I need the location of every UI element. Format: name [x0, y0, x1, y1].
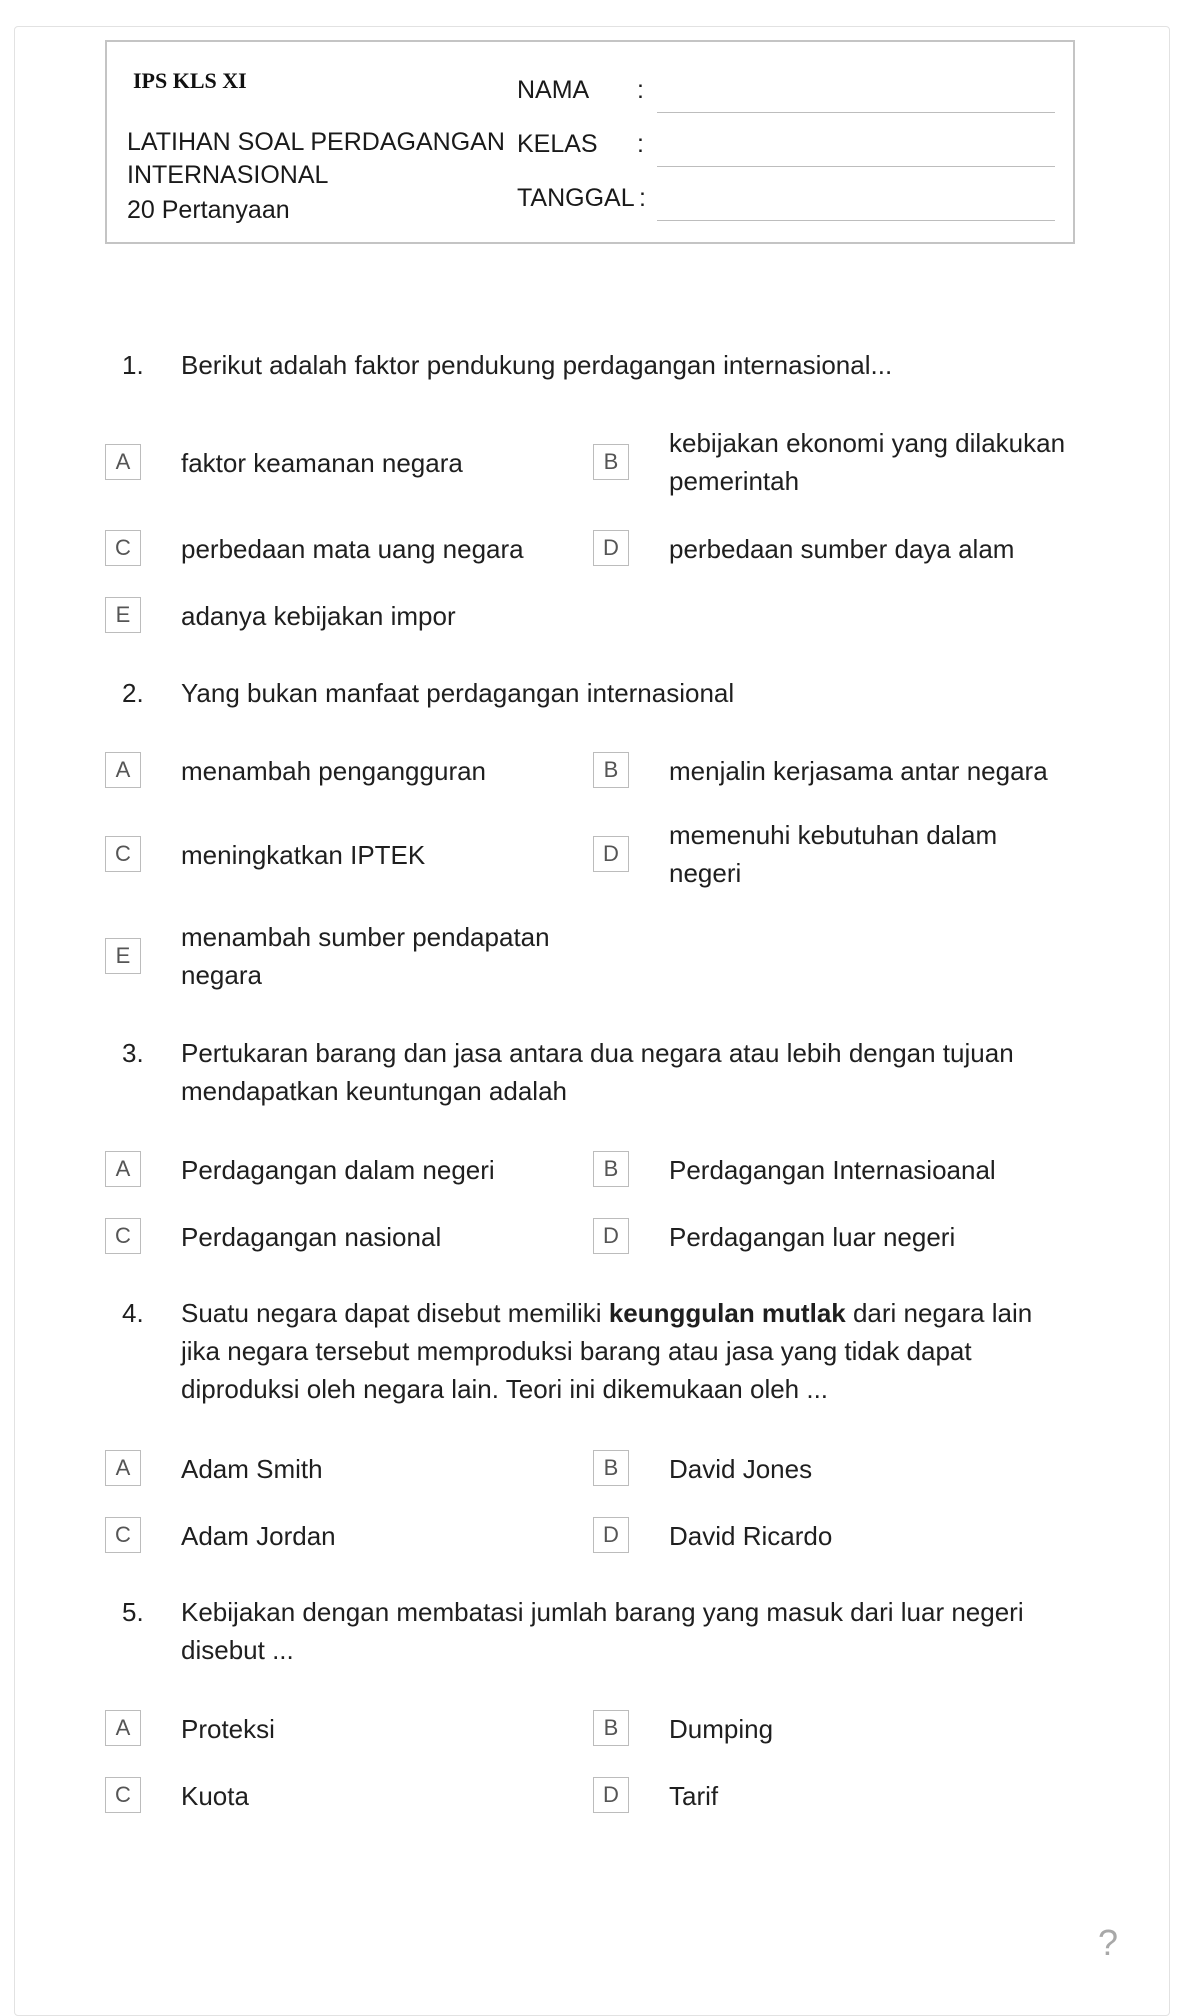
option-letter-box: B [593, 1710, 629, 1746]
option-text: menambah sumber pendapatan negara [181, 922, 550, 990]
name-label: NAMA [517, 76, 590, 104]
option-letter-box: C [105, 530, 141, 566]
name-blank-line [657, 112, 1055, 113]
question-number: 3. [122, 1038, 144, 1068]
worksheet-title: LATIHAN SOAL PERDAGANGAN INTERNASIONAL [127, 128, 505, 189]
option-letter-box: D [593, 1218, 629, 1254]
class-colon: : [637, 130, 644, 158]
option-text: menambah pengangguran [181, 756, 487, 786]
class-blank-line [657, 166, 1055, 167]
option-text: kebijakan ekonomi yang dilakukan pemerintah [669, 428, 1066, 496]
question-text-emphasis: keunggulan mutlak [608, 1298, 846, 1328]
option-letter-box: D [593, 1777, 629, 1813]
option-text: faktor keamanan negara [181, 448, 463, 478]
option-letter-box: C [105, 1777, 141, 1813]
date-label: TANGGAL [517, 184, 635, 212]
option-letter-box: E [105, 597, 141, 633]
option-letter-box: E [105, 938, 141, 974]
option-letter-box: B [593, 444, 629, 480]
question-number: 4. [122, 1298, 144, 1328]
option-text: Adam Smith [181, 1454, 323, 1484]
option-text: Tarif [669, 1781, 719, 1811]
option-letter-box: C [105, 1218, 141, 1254]
date-colon: : [639, 184, 646, 212]
option-text: adanya kebijakan impor [181, 601, 456, 631]
question-number: 1. [122, 350, 144, 380]
option-letter-box: D [593, 530, 629, 566]
question-text: Berikut adalah faktor pendukung perdagangan internasional... [181, 350, 893, 380]
class-label: KELAS [517, 130, 598, 158]
option-letter-box: B [593, 1151, 629, 1187]
option-letter-box: B [593, 1450, 629, 1486]
option-text: Perdagangan dalam negeri [181, 1155, 495, 1185]
option-text: Adam Jordan [181, 1521, 336, 1551]
question-number: 2. [122, 678, 144, 708]
option-text: Perdagangan luar negeri [669, 1222, 956, 1252]
date-field [517, 184, 1057, 224]
option-text: Kuota [181, 1781, 249, 1811]
option-letter-box: A [105, 1710, 141, 1746]
option-text: menjalin kerjasama antar negara [669, 756, 1048, 786]
option-letter-box: A [105, 444, 141, 480]
option-letter-box: D [593, 836, 629, 872]
option-letter-box: C [105, 836, 141, 872]
option-text: perbedaan sumber daya alam [669, 534, 1015, 564]
class-field [517, 130, 1057, 170]
name-colon: : [637, 76, 644, 104]
option-text: meningkatkan IPTEK [181, 840, 426, 870]
option-letter-box: A [105, 752, 141, 788]
course-label: IPS KLS XI [133, 68, 247, 93]
option-text: memenuhi kebutuhan dalam negeri [669, 820, 998, 888]
name-field [517, 76, 1057, 116]
option-text: David Ricardo [669, 1521, 833, 1551]
question-text: Yang bukan manfaat perdagangan internasional [181, 678, 735, 708]
question-text: Pertukaran barang dan jasa antara dua negara atau lebih dengan tujuan mendapatkan keuntungan adalah [181, 1038, 1014, 1106]
worksheet-header [105, 40, 1075, 244]
question-text: Kebijakan dengan membatasi jumlah barang yang masuk dari luar negeri disebut ... [181, 1597, 1024, 1665]
date-blank-line [657, 220, 1055, 221]
option-text: Proteksi [181, 1714, 275, 1744]
question-count: 20 Pertanyaan [127, 196, 290, 224]
question-text-start: Suatu negara dapat disebut memiliki [181, 1298, 609, 1328]
option-letter-box: A [105, 1151, 141, 1187]
help-icon[interactable]: ? [1098, 1922, 1119, 1963]
question-number: 5. [122, 1597, 144, 1627]
option-text: perbedaan mata uang negara [181, 534, 524, 564]
question-text [181, 1294, 1051, 1408]
question-text-end: dari negara lain jika negara tersebut memproduksi barang atau jasa yang tidak dapat diproduksi oleh negara lain. Teori ini dikemukaan oleh ... [181, 1298, 1033, 1404]
option-letter-box: D [593, 1517, 629, 1553]
option-text: Perdagangan nasional [181, 1222, 442, 1252]
option-text: Perdagangan Internasioanal [669, 1155, 996, 1185]
option-text: Dumping [669, 1714, 774, 1744]
option-letter-box: C [105, 1517, 141, 1553]
option-letter-box: B [593, 752, 629, 788]
option-text: David Jones [669, 1454, 813, 1484]
option-letter-box: A [105, 1450, 141, 1486]
